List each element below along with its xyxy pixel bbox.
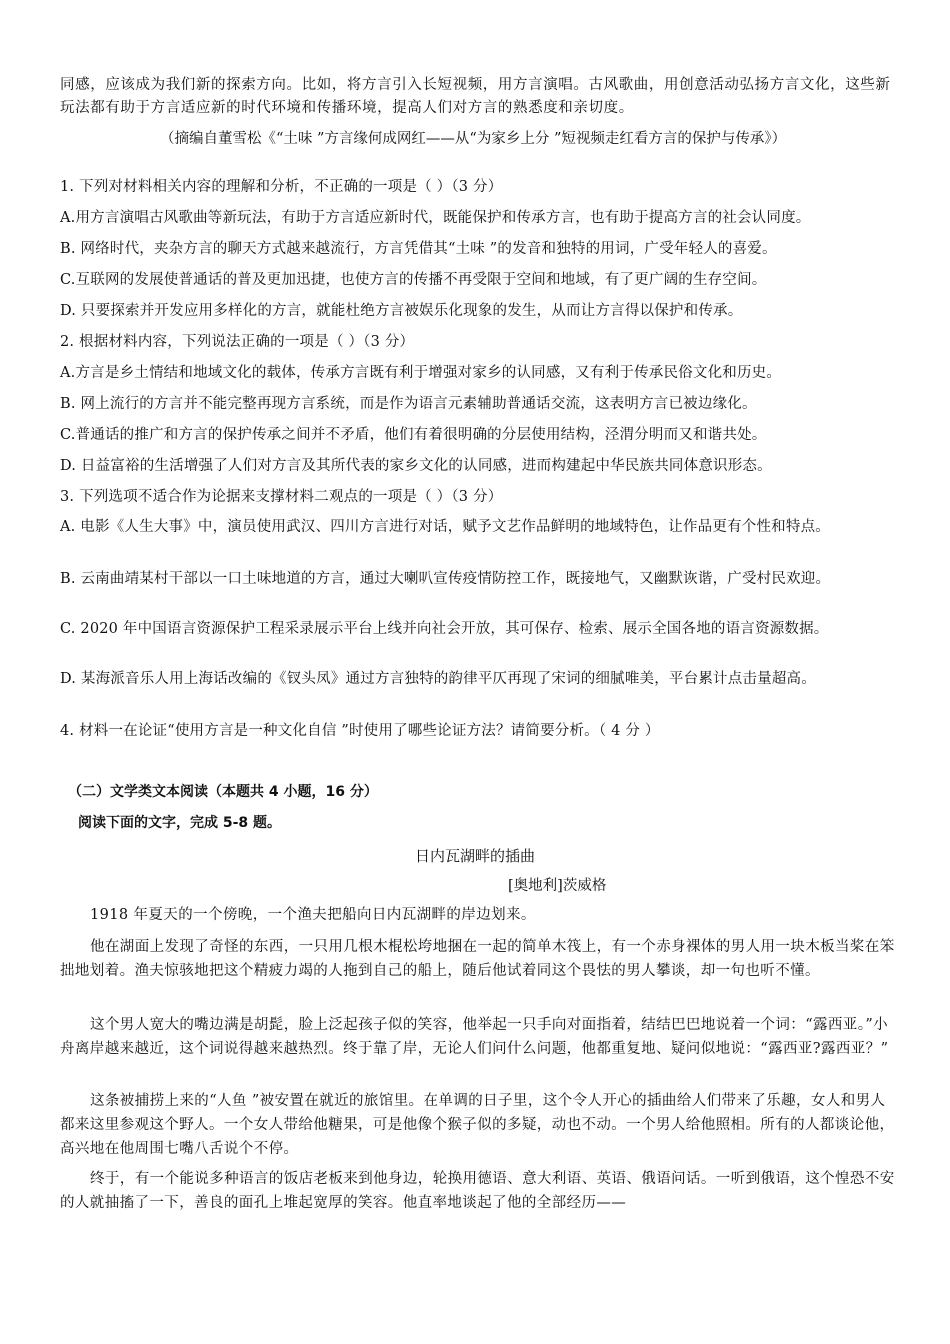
question-3-option-c: C. 2020 年中国语言资源保护工程采录展示平台上线并向社会开放，其可保存、检索、展示全国各地的语言资源数据。 (60, 621, 829, 637)
question-1-option-b: B. 网络时代，夹杂方言的聊天方式越来越流行，方言凭借其“土味 ”的发音和独特的用词，广受年轻人的喜爱。 (60, 241, 777, 257)
question-2-stem: 2. 根据材料内容，下列说法正确的一项是（ ）（3 分） (60, 334, 415, 350)
story-author: [奥地利]茨威格 (508, 878, 607, 894)
question-3-stem: 3. 下列选项不适合作为论据来支撑材料二观点的一项是（ ）（3 分） (60, 489, 503, 505)
question-3-option-d: D. 某海派音乐人用上海话改编的《钗头凤》通过方言独特的韵律平仄再现了宋词的细腻唯美，平台累计点击量超高。 (60, 671, 816, 687)
story-paragraph-1: 1918 年夏天的一个傍晚，一个渔夫把船向日内瓦湖畔的岸边划来。 (90, 907, 536, 923)
story-paragraph-3: 这个男人宽大的嘴边满是胡髭，脸上泛起孩子似的笑容，他举起一只手向对面指着，结结巴巴地说着一个词：“露西亚。”小舟离岸越来越近，这个词说得越来越热烈。终于靠了岸，无论人们问什么问题，他都重复地、疑问似地说：“露西亚?露西亚？” (60, 1017, 889, 1057)
question-3-option-b: B. 云南曲靖某村干部以一口土味地道的方言，通过大喇叭宣传疫情防控工作，既接地气，又幽默诙谐，广受村民欢迎。 (60, 571, 831, 587)
story-paragraph-4: 这条被捕捞上来的“人鱼 ”被安置在就近的旅馆里。在单调的日子里，这个令人开心的插曲给人们带来了乐趣，女人和男人都来这里参观这个野人。一个女人带给他糖果，可是他像个猴子似的多疑，动也不动。一个男人给他照相。所有的人都谈论他，高兴地在他周围七嘴八舌说个不停。 (60, 1093, 895, 1157)
story-paragraph-5: 终于，有一个能说多种语言的饭店老板来到他身边，轮换用德语、意大利语、英语、俄语问话。一听到俄语，这个惶恐不安的人就抽搐了一下，善良的面孔上堆起宽厚的笑容。他直率地谈起了他的全部经历—— (60, 1171, 895, 1211)
question-1-option-a: A.用方言演唱古风歌曲等新玩法，有助于方言适应新时代，既能保护和传承方言，也有助于提高方言的社会认同度。 (60, 210, 811, 226)
story-title: 日内瓦湖畔的插曲 (414, 847, 535, 865)
question-2-option-c: C.普通话的推广和方言的保护传承之间并不矛盾，他们有着很明确的分层使用结构，泾渭分明而又和谐共处。 (60, 427, 767, 443)
question-1-option-d: D. 只要探索并开发应用多样化的方言，就能杜绝方言被娱乐化现象的发生，从而让方言得以保护和传承。 (60, 303, 743, 319)
question-2-option-b: B. 网上流行的方言并不能完整再现方言系统，而是作为语言元素辅助普通话交流，这表明方言已被边缘化。 (60, 396, 757, 412)
reading-instruction: 阅读下面的文字，完成 5-8 题。 (78, 815, 282, 831)
question-3-option-a: A. 电影《人生大事》中，演员使用武汉、四川方言进行对话，赋予文艺作品鲜明的地域特色，让作品更有个性和特点。 (60, 519, 830, 535)
section-heading: （二）文学类文本阅读（本题共 4 小题，16 分） (68, 784, 378, 800)
intro-paragraph: 同感，应该成为我们新的探索方向。比如，将方言引入长短视频，用方言演唱。古风歌曲，用创意活动弘扬方言文化，这些新玩法都有助于方言适应新的时代环境和传播环境，提高人们对方言的熟悉度和亲切度。 (60, 77, 891, 116)
question-2-option-a: A.方言是乡土情结和地域文化的载体，传承方言既有利于增强对家乡的认同感，又有利于传承民俗文化和历史。 (60, 365, 782, 381)
question-1-option-c: C.互联网的发展使普通话的普及更加迅捷，也使方言的传播不再受限于空间和地域，有了更广阔的生存空间。 (60, 272, 767, 288)
question-1-stem: 1. 下列对材料相关内容的理解和分析，不正确的一项是（ ）（3 分） (60, 179, 503, 195)
story-paragraph-2: 他在湖面上发现了奇怪的东西，一只用几根木棍松垮地捆在一起的简单木筏上，有一个赤身裸体的男人用一块木板当桨在笨拙地划着。渔夫惊骇地把这个精疲力竭的人拖到自己的船上，随后他试着同这个畏怯的男人攀谈，却一句也听不懂。 (60, 939, 895, 979)
question-2-option-d: D. 日益富裕的生活增强了人们对方言及其所代表的家乡文化的认同感，进而构建起中华民族共同体意识形态。 (60, 458, 772, 474)
source-citation: （摘编自董雪松《“土味 ”方言缘何成网红——从“为家乡上分 ”短视频走红看方言的保护与传承》） (160, 131, 787, 147)
question-4-stem: 4. 材料一在论证“使用方言是一种文化自信 ”时使用了哪些论证方法？请简要分析。（ 4 分 ） (60, 723, 660, 739)
